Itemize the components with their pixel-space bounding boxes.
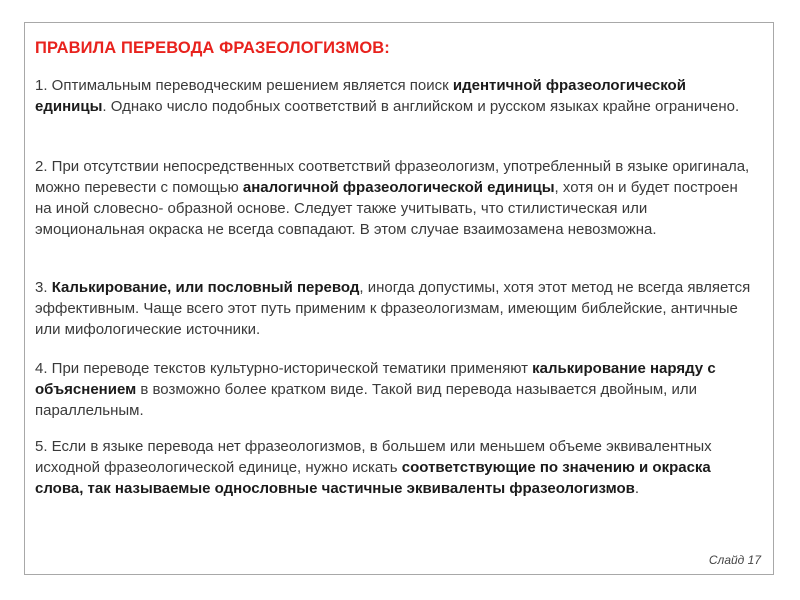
rule-4 — [35, 358, 757, 421]
slide-number: Слайд 17 — [708, 553, 761, 567]
rule-3-text-end: , иногда допустимы, хотя этот метод не всегда является эффективным. Чаще всего этот путь применим к фразеологизмам, имеющим библейские, античные или мифологические источники. — [35, 279, 751, 338]
rule-4-text-end: в возможно более кратком виде. Такой вид перевода называется двойным, или параллельным. — [35, 381, 698, 419]
rule-3-text-start: 3. — [35, 279, 52, 296]
rule-5 — [35, 436, 757, 499]
rule-2-key-term: аналогичной фразеологической единицы — [242, 179, 555, 196]
rule-5-key-term: соответствующие по значению и окраска слова, так называемые однословные частичные эквиваленты фразеологизмов — [35, 459, 711, 497]
rule-3-key-term: Калькирование, или пословный перевод — [51, 279, 360, 296]
rule-5-text-end: . — [634, 480, 640, 497]
rule-1-key-term: идентичной фразеологической единицы — [35, 77, 686, 115]
rule-4-text-start: 4. При переводе текстов культурно-исторической тематики применяют — [35, 360, 533, 377]
rule-2 — [35, 156, 757, 240]
slide — [24, 22, 774, 575]
rule-1-text-end: . Однако число подобных соответствий в английском и русском языках крайне ограничено. — [102, 98, 740, 115]
rule-3 — [35, 277, 757, 340]
rule-1 — [35, 75, 757, 117]
slide-title: ПРАВИЛА ПЕРЕВОДА ФРАЗЕОЛОГИЗМОВ: — [35, 39, 390, 57]
rule-4-key-term: калькирование наряду с объяснением — [35, 360, 716, 398]
rule-2-text-end: , хотя он и будет построен на иной словесно- образной основе. Следует также учитывать, что стилистическая или эмоциональная окраска не всегда совпадают. В этом случае взаимозамена невозможна. — [35, 179, 738, 238]
rule-1-text-start: 1. Оптимальным переводческим решением является поиск — [35, 77, 453, 94]
rule-5-text-start: 5. Если в языке перевода нет фразеологизмов, в большем или меньшем объеме эквивалентных исходной фразеологической единице, нужно искать — [35, 438, 712, 476]
rule-2-text-start: 2. При отсутствии непосредственных соответствий фразеологизм, употребленный в языке оригинала, можно перевести с помощью — [35, 158, 750, 196]
